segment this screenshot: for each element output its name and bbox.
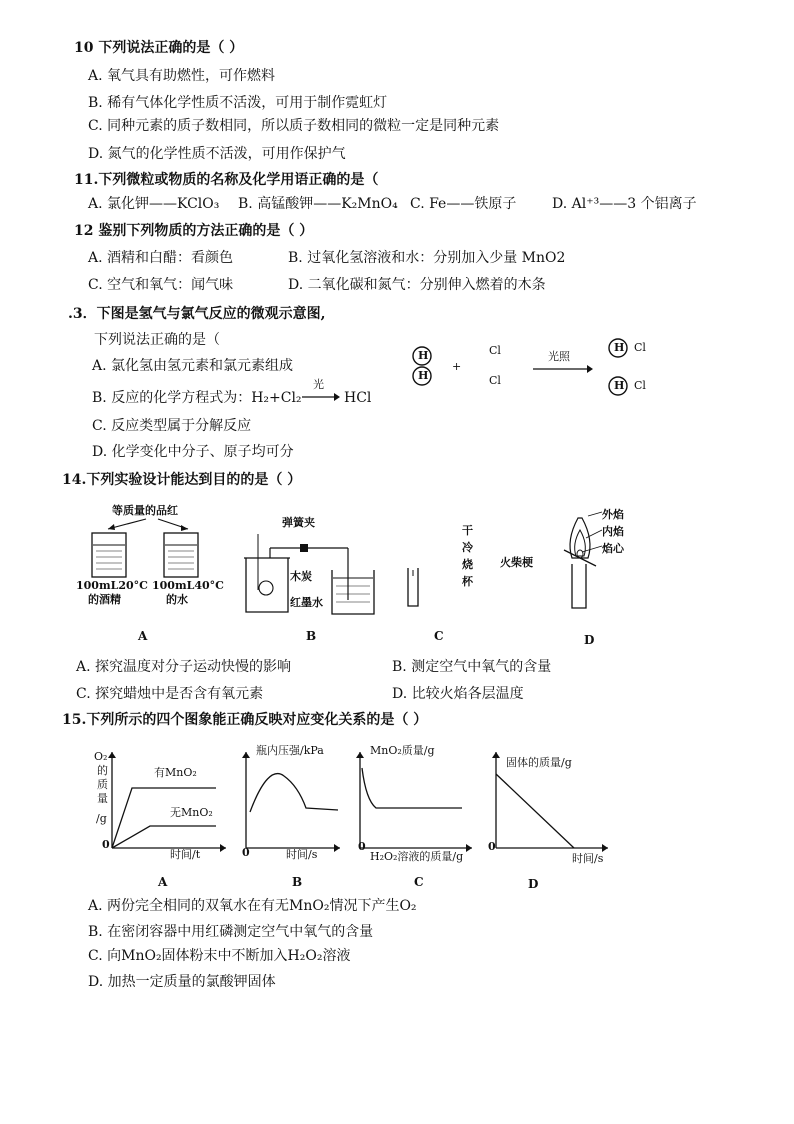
- q11-option-a: A. 氯化钾——KClO₃: [88, 196, 220, 212]
- chart-b-origin: 0: [242, 846, 250, 859]
- q13-stem: .3．下图是氢气与氯气反应的微观示意图,: [68, 306, 326, 322]
- q15-stem: 15.下列所示的四个图象能正确反映对应变化关系的是（ ）: [62, 712, 428, 728]
- fig-c-text-3: 烧: [462, 558, 473, 571]
- q14-stem: 14.下列实验设计能达到目的的是（ ）: [62, 472, 302, 488]
- fig-d-stick-label: 火柴梗: [500, 556, 533, 569]
- q11-stem: 11.下列微粒或物质的名称及化学用语正确的是（: [74, 172, 379, 188]
- chart-b-xlabel: 时间/s: [286, 848, 318, 861]
- q12-option-b: B. 过氧化氢溶液和水：分别加入少量 MnO2: [288, 250, 566, 266]
- fig-d-outer-label: 外焰: [602, 508, 624, 521]
- fig-c-letter: C: [434, 629, 444, 643]
- q14-option-d: D. 比较火焰各层温度: [392, 686, 524, 702]
- q12-option-d: D. 二氧化碳和氮气：分别伸入燃着的木条: [288, 277, 546, 293]
- chart-a-series-without-mno2: [112, 826, 216, 848]
- chart-d-xlabel: 时间/s: [572, 852, 604, 865]
- fig-b-carbon-label: 木炭: [290, 570, 312, 583]
- q14-option-b: B. 测定空气中氧气的含量: [392, 659, 552, 675]
- q10-stem: 10 下列说法正确的是（ ）: [74, 40, 244, 56]
- q15-option-b: B. 在密闭容器中用红磷测定空气中氧气的含量: [88, 924, 374, 940]
- q13-option-a: A. 氯化氢由氢元素和氯元素组成: [92, 358, 294, 374]
- cl-atom-label: Cl: [634, 341, 646, 354]
- fig-b-letter: B: [306, 629, 317, 643]
- fig-d-core-label: 焰心: [602, 542, 624, 555]
- h-atom-label: H: [614, 379, 625, 392]
- fig-c-text-1: 干: [462, 524, 473, 537]
- chart-c-letter: C: [414, 875, 424, 889]
- fig-c-text-2: 冷: [462, 541, 473, 554]
- q10-option-a: A. 氧气具有助燃性，可作燃料: [88, 68, 276, 84]
- fig-d-inner-label: 内焰: [602, 525, 624, 538]
- chart-a-series1-label: 有MnO₂: [154, 766, 197, 779]
- chart-c-origin: 0: [358, 840, 366, 853]
- fig-b-clamp-label: 弹簧夹: [282, 516, 315, 529]
- diagram-arrow-icon: [533, 364, 593, 374]
- chart-a-xlabel: 时间/t: [170, 848, 201, 861]
- chart-c-xlabel: H₂O₂溶液的质量/g: [370, 850, 464, 863]
- q14-option-c: C. 探究蜡烛中是否含有氧元素: [76, 686, 264, 702]
- q11-option-d: D. Al⁺³——3 个铝离子: [552, 196, 697, 212]
- chart-d-ylabel: 固体的质量/g: [506, 756, 572, 769]
- chart-d-letter: D: [528, 877, 539, 891]
- q10-option-b: B. 稀有气体化学性质不活泼，可用于制作霓虹灯: [88, 95, 388, 111]
- chart-b-letter: B: [292, 875, 303, 889]
- chart-c-mno2-curve: [362, 768, 462, 808]
- q11-option-c: C. Fe——铁原子: [410, 196, 517, 212]
- chart-d-origin: 0: [488, 840, 496, 853]
- fig-a-right-label: 100mL40°C: [152, 579, 224, 592]
- fig-c-candle: [406, 564, 420, 610]
- chart-c-plot: [358, 752, 478, 852]
- fig-c-text-4: 杯: [462, 575, 473, 588]
- h-atom-label: H: [418, 349, 429, 362]
- cl-atom-label: Cl: [489, 344, 501, 357]
- fig-a-top-label: 等质量的品红: [112, 504, 178, 517]
- chart-a-ylabel-1: O₂: [94, 750, 108, 763]
- plus-sign: +: [452, 360, 462, 373]
- cl-atom-label: Cl: [489, 374, 501, 387]
- q12-stem: 12 鉴别下列物质的方法正确的是（ ）: [74, 223, 314, 239]
- q14-option-a: A. 探究温度对分子运动快慢的影响: [76, 659, 292, 675]
- diagram-condition: 光照: [548, 350, 570, 363]
- q15-option-d: D. 加热一定质量的氯酸钾固体: [88, 974, 276, 990]
- chart-b-pressure-curve: [250, 774, 338, 812]
- q12-option-a: A. 酒精和白醋：看颜色: [88, 250, 234, 266]
- q15-option-c: C. 向MnO₂固体粉末中不断加入H₂O₂溶液: [88, 948, 351, 964]
- cl-atom-label: Cl: [634, 379, 646, 392]
- chart-d-solid-mass-line: [496, 774, 574, 848]
- fig-d-letter: D: [584, 633, 595, 647]
- chart-a-ylabel-3: 质: [97, 778, 108, 791]
- h-atom-label: H: [614, 341, 625, 354]
- chart-a-letter: A: [158, 875, 168, 889]
- q10-option-d: D. 氮气的化学性质不活泼，可用作保护气: [88, 146, 346, 162]
- q13-option-d: D. 化学变化中分子、原子均可分: [92, 444, 294, 460]
- chart-a-ylabel-4: 量: [97, 792, 108, 805]
- chart-b-ylabel: 瓶内压强/kPa: [256, 744, 324, 757]
- chart-a-series2-label: 无MnO₂: [170, 806, 213, 819]
- fig-a-left-label-2: 的酒精: [88, 593, 121, 606]
- q13-option-b: B. 反应的化学方程式为：H₂+Cl₂: [92, 390, 302, 406]
- h-atom-label: H: [418, 369, 429, 382]
- q13-eq-product: HCl: [344, 390, 372, 406]
- q13-option-c: C. 反应类型属于分解反应: [92, 418, 252, 434]
- fig-a-left-label: 100mL20°C: [76, 579, 148, 592]
- chart-a-ylabel-2: 的: [97, 764, 108, 777]
- chart-a-ylabel-5: /g: [96, 812, 107, 825]
- chart-b-plot: [244, 752, 344, 852]
- q10-option-c: C. 同种元素的质子数相同，所以质子数相同的微粒一定是同种元素: [88, 118, 500, 134]
- fig-a-letter: A: [138, 629, 148, 643]
- chart-d-plot: [494, 752, 614, 852]
- q12-option-c: C. 空气和氧气：闻气味: [88, 277, 234, 293]
- q13-substem: 下列说法正确的是（: [94, 332, 220, 348]
- q11-option-b: B. 高锰酸钾——K₂MnO₄: [238, 196, 398, 212]
- fig-a-right-label-2: 的水: [166, 593, 188, 606]
- q13-eq-condition: 光: [313, 378, 324, 391]
- q15-option-a: A. 两份完全相同的双氧水在有无MnO₂情况下产生O₂: [88, 898, 417, 914]
- chart-a-origin: 0: [102, 838, 110, 851]
- chart-c-ylabel: MnO₂质量/g: [370, 744, 435, 757]
- fig-b-water-label: 红墨水: [290, 596, 323, 609]
